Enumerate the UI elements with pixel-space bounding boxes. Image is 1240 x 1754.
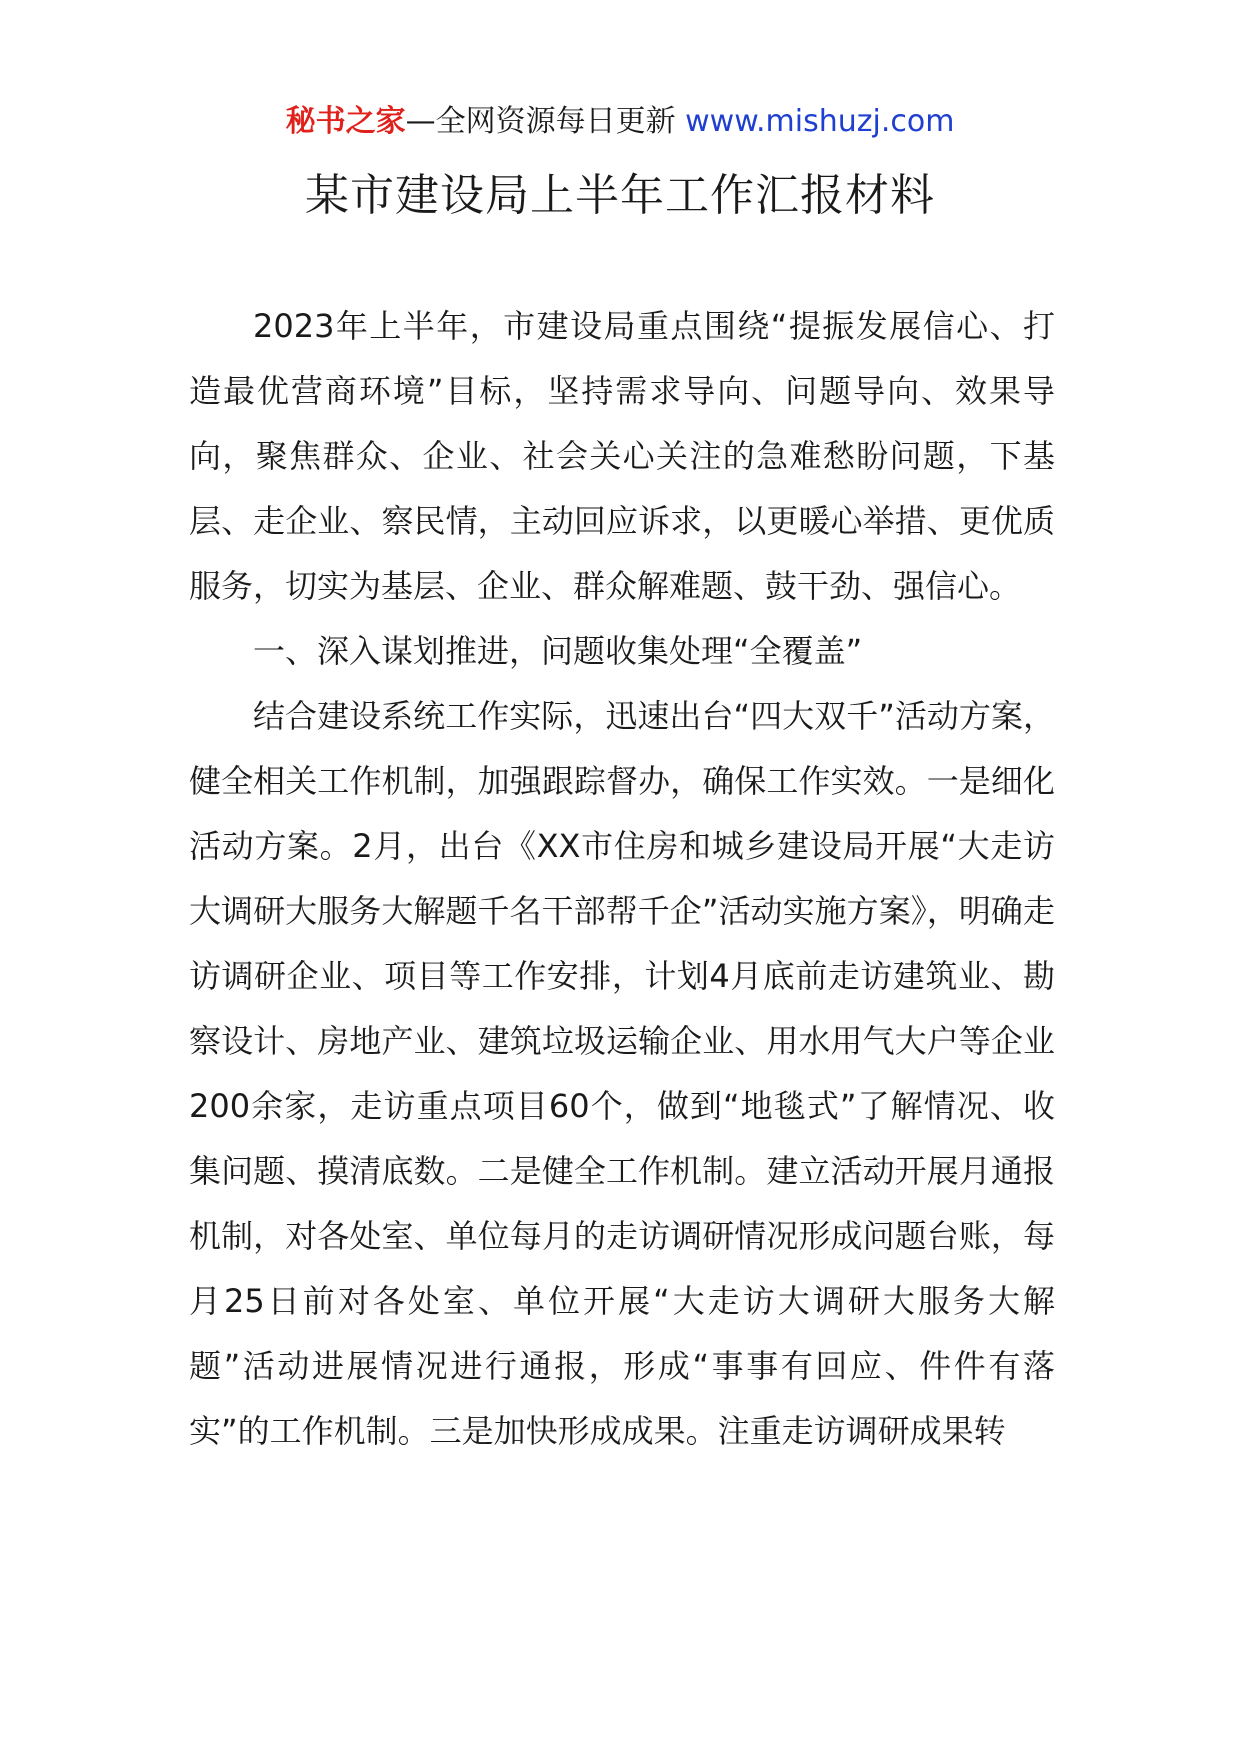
- site-slogan: —全网资源每日更新: [405, 104, 686, 139]
- intro-paragraph: 2023年上半年，市建设局重点围绕“提振发展信心、打造最优营商环境”目标，坚持需求导向、问题导向、效果导向，聚焦群众、企业、社会关心关注的急难愁盼问题，下基层、走企业、察民情，主动回应诉求，以更暖心举措、更优质服务，切实为基层、企业、群众解难题、鼓干劲、强信心。: [189, 307, 1055, 605]
- section-heading-1: 一、深入谋划推进，问题收集处理“全覆盖”: [253, 632, 863, 670]
- body-paragraph-2: 结合建设系统工作实际，迅速出台“四大双千”活动方案，健全相关工作机制，加强跟踪督办，确保工作实效。一是细化活动方案。2月，出台《XX市住房和城乡建设局开展“大走访大调研大服务大解题千名干部帮千企”活动实施方案》，明确走访调研企业、项目等工作安排，计划4月底前走访建筑业、勘察设计、房地产业、建筑垃圾运输企业、用水用气大户等企业200余家，走访重点项目60个，做到“地毯式”了解情况、收集问题、摸清底数。二是健全工作机制。建立活动开展月通报机制，对各处室、单位每月的走访调研情况形成问题台账，每月25日前对各处室、单位开展“大走访大调研大服务大解题”活动进展情况进行通报，形成“事事有回应、件件有落实”的工作机制。三是加快形成成果。注重走访调研成果转: [189, 697, 1055, 1450]
- document-title: 某市建设局上半年工作汇报材料: [305, 170, 935, 221]
- site-url-link[interactable]: www.mishuzj.com: [685, 104, 955, 139]
- site-header: [0, 100, 1240, 144]
- site-brand: 秘书之家: [285, 104, 406, 139]
- document-body: [189, 294, 1055, 1464]
